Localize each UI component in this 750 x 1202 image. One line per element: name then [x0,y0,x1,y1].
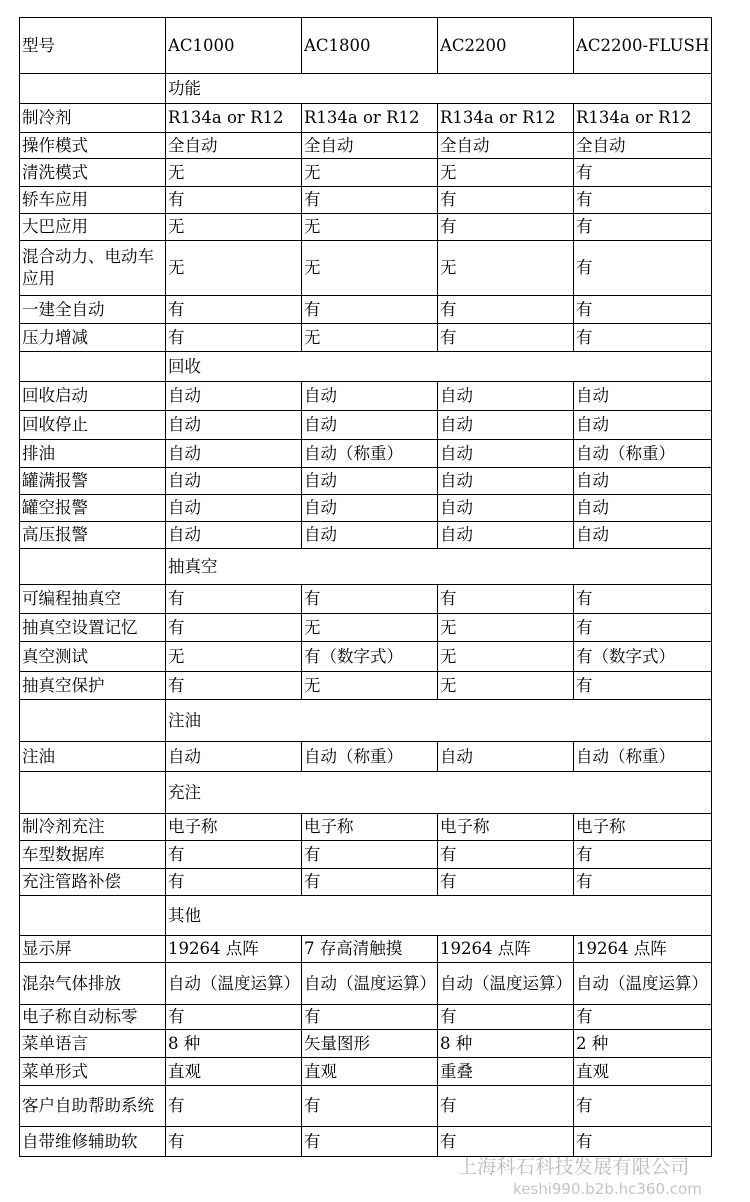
value-cell: 有 [302,1127,438,1157]
value-cell: 有 [166,296,302,324]
value-cell: 有 [302,869,438,896]
value-cell: 重叠 [438,1058,574,1086]
section-row [20,700,712,742]
table-row [20,382,712,411]
value-cell: 有 [438,869,574,896]
value-cell: 无 [302,241,438,296]
table-row [20,963,712,1005]
value-cell: 自动 [574,495,712,522]
value-cell: 全自动 [438,133,574,159]
value-cell: 自动（温度运算） [166,963,302,1005]
value-cell: 自动 [438,468,574,495]
section-empty-cell [20,74,166,104]
value-cell: 自动 [438,522,574,549]
row-label-cell: 操作模式 [20,133,166,159]
value-cell: 有 [302,1005,438,1030]
value-cell: 直观 [574,1058,712,1086]
value-cell: 自动（温度运算） [302,963,438,1005]
value-cell: 自动（温度运算） [438,963,574,1005]
value-cell: 8 种 [438,1030,574,1058]
row-label-cell: 抽真空设置记忆 [20,614,166,642]
table-row [20,1058,712,1086]
section-empty-cell [20,549,166,585]
value-cell: 7 存高清触摸 [302,936,438,963]
header-model-cell: AC2200 [438,18,574,74]
value-cell: 有 [302,187,438,214]
value-cell: 有（数字式） [302,642,438,672]
table-row [20,1030,712,1058]
value-cell: 自动 [302,495,438,522]
value-cell: 有 [574,187,712,214]
row-label-cell: 菜单语言 [20,1030,166,1058]
table-row [20,133,712,159]
row-label-cell: 制冷剂 [20,104,166,133]
value-cell: 全自动 [166,133,302,159]
value-cell: 有 [438,1127,574,1157]
watermark-company: 上海科石科技发展有限公司 [458,1156,690,1178]
value-cell: 有 [438,214,574,241]
row-label-cell: 抽真空保护 [20,672,166,700]
value-cell: 无 [302,614,438,642]
row-label-cell: 压力增减 [20,324,166,352]
section-title: 其他 [166,896,712,936]
row-label-cell: 罐空报警 [20,495,166,522]
table-row [20,495,712,522]
row-label-cell: 回收启动 [20,382,166,411]
value-cell: 自动（称重） [574,742,712,772]
table-row [20,672,712,700]
value-cell: 自动 [574,468,712,495]
value-cell: 直观 [302,1058,438,1086]
table-row [20,522,712,549]
value-cell: 直观 [166,1058,302,1086]
row-label-cell: 电子称自动标零 [20,1005,166,1030]
row-label-cell: 可编程抽真空 [20,585,166,614]
value-cell: 有 [166,1086,302,1127]
section-title: 注油 [166,700,712,742]
value-cell: 有 [166,324,302,352]
table-row [20,869,712,896]
watermark-url: keshi990.b2b.hc360.com [513,1180,702,1198]
value-cell: 有 [574,214,712,241]
row-label-cell: 显示屏 [20,936,166,963]
row-label-cell: 充注管路补偿 [20,869,166,896]
value-cell: 自动 [438,742,574,772]
value-cell: 19264 点阵 [574,936,712,963]
row-label-cell: 注油 [20,742,166,772]
value-cell: 有 [438,841,574,869]
value-cell: 无 [438,241,574,296]
table-row [20,1086,712,1127]
value-cell: 电子称 [438,814,574,841]
value-cell: 有 [166,1005,302,1030]
table-row [20,214,712,241]
value-cell: 有 [302,296,438,324]
value-cell: 有 [302,841,438,869]
header-model-cell: AC1800 [302,18,438,74]
value-cell: 无 [438,642,574,672]
table-row [20,411,712,440]
row-label-cell: 排油 [20,440,166,468]
value-cell: 无 [302,324,438,352]
section-empty-cell [20,772,166,814]
value-cell: 有 [166,187,302,214]
value-cell: 自动 [302,468,438,495]
value-cell: 有 [574,1005,712,1030]
value-cell: 无 [438,672,574,700]
value-cell: 电子称 [302,814,438,841]
row-label-cell: 制冷剂充注 [20,814,166,841]
value-cell: 电子称 [574,814,712,841]
spec-table [19,17,712,1157]
value-cell: 有 [438,296,574,324]
value-cell: 无 [438,614,574,642]
value-cell: 自动 [302,522,438,549]
value-cell: R134a or R12 [166,104,302,133]
value-cell: R134a or R12 [574,104,712,133]
section-title: 充注 [166,772,712,814]
header-row [20,18,712,74]
row-label-cell: 清洗模式 [20,159,166,187]
value-cell: 自动 [302,382,438,411]
header-model-cell: AC1000 [166,18,302,74]
value-cell: 无 [166,159,302,187]
row-label-cell: 回收停止 [20,411,166,440]
value-cell: 自动（称重） [302,440,438,468]
table-row [20,296,712,324]
section-row [20,352,712,382]
value-cell: 有 [574,585,712,614]
value-cell: 2 种 [574,1030,712,1058]
section-row [20,549,712,585]
value-cell: 有 [302,585,438,614]
table-row [20,440,712,468]
value-cell: 19264 点阵 [438,936,574,963]
section-empty-cell [20,896,166,936]
section-title: 抽真空 [166,549,712,585]
value-cell: 有 [574,324,712,352]
table-row [20,1005,712,1030]
row-label-cell: 一建全自动 [20,296,166,324]
value-cell: 自动 [166,411,302,440]
table-row [20,241,712,296]
value-cell: 有 [574,1086,712,1127]
table-row [20,936,712,963]
table-row [20,742,712,772]
value-cell: 有 [438,1086,574,1127]
value-cell: 全自动 [302,133,438,159]
value-cell: 有 [574,296,712,324]
value-cell: 自动 [438,440,574,468]
row-label-cell: 混杂气体排放 [20,963,166,1005]
table-row [20,614,712,642]
value-cell: 有 [438,585,574,614]
value-cell: 无 [166,241,302,296]
section-row [20,896,712,936]
value-cell: 自动 [166,382,302,411]
header-label-cell: 型号 [20,18,166,74]
value-cell: 自动 [574,522,712,549]
value-cell: 全自动 [574,133,712,159]
section-title: 回收 [166,352,712,382]
value-cell: 自动 [574,411,712,440]
value-cell: 自动 [438,411,574,440]
section-title: 功能 [166,74,712,104]
value-cell: 8 种 [166,1030,302,1058]
value-cell: 自动 [302,411,438,440]
row-label-cell: 混合动力、电动车应用 [20,241,166,296]
value-cell: 自动（称重） [302,742,438,772]
value-cell: R134a or R12 [302,104,438,133]
value-cell: R134a or R12 [438,104,574,133]
value-cell: 有 [574,841,712,869]
table-row [20,585,712,614]
value-cell: 有 [166,869,302,896]
row-label-cell: 真空测试 [20,642,166,672]
value-cell: 无 [166,642,302,672]
spec-table-body [20,18,712,1157]
value-cell: 有 [438,324,574,352]
section-empty-cell [20,700,166,742]
value-cell: 有 [574,1127,712,1157]
value-cell: 自动 [166,742,302,772]
value-cell: 自动（称重） [574,440,712,468]
value-cell: 有（数字式） [574,642,712,672]
value-cell: 有 [166,672,302,700]
value-cell: 有 [438,187,574,214]
value-cell: 自动 [166,468,302,495]
table-row [20,468,712,495]
row-label-cell: 车型数据库 [20,841,166,869]
table-row [20,814,712,841]
value-cell: 有 [166,1127,302,1157]
value-cell: 无 [438,159,574,187]
value-cell: 无 [166,214,302,241]
row-label-cell: 客户自助帮助系统 [20,1086,166,1127]
row-label-cell: 罐满报警 [20,468,166,495]
section-empty-cell [20,352,166,382]
value-cell: 自动 [574,382,712,411]
value-cell: 矢量图形 [302,1030,438,1058]
value-cell: 有 [166,585,302,614]
row-label-cell: 轿车应用 [20,187,166,214]
table-row [20,324,712,352]
value-cell: 自动 [438,382,574,411]
table-row [20,187,712,214]
value-cell: 有 [574,672,712,700]
value-cell: 自动（温度运算） [574,963,712,1005]
value-cell: 有 [574,159,712,187]
table-row [20,841,712,869]
value-cell: 有 [574,869,712,896]
row-label-cell: 自带维修辅助软 [20,1127,166,1157]
value-cell: 无 [302,159,438,187]
row-label-cell: 大巴应用 [20,214,166,241]
value-cell: 无 [302,214,438,241]
table-row [20,159,712,187]
value-cell: 无 [302,672,438,700]
value-cell: 电子称 [166,814,302,841]
value-cell: 有 [302,1086,438,1127]
value-cell: 自动 [166,522,302,549]
row-label-cell: 高压报警 [20,522,166,549]
table-row [20,642,712,672]
table-row [20,104,712,133]
value-cell: 有 [166,841,302,869]
value-cell: 有 [574,614,712,642]
value-cell: 自动 [438,495,574,522]
value-cell: 自动 [166,440,302,468]
section-row [20,772,712,814]
row-label-cell: 菜单形式 [20,1058,166,1086]
value-cell: 19264 点阵 [166,936,302,963]
value-cell: 有 [574,241,712,296]
value-cell: 有 [438,1005,574,1030]
section-row [20,74,712,104]
value-cell: 有 [166,614,302,642]
value-cell: 自动 [166,495,302,522]
header-model-cell: AC2200-FLUSH [574,18,712,74]
